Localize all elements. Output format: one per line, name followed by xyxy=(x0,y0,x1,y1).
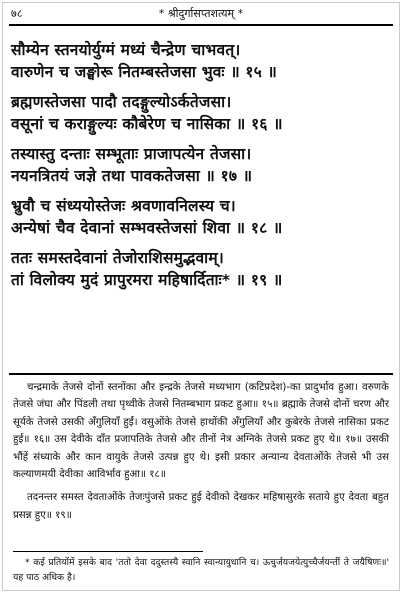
book-page xyxy=(2,2,400,591)
verse-line: सौम्येन स्तनयोर्युग्मं मध्यं चैन्द्रेण चाभवत्। xyxy=(11,41,241,59)
verse-line: वारुणेन च जङ्घोरू नितम्बस्तेजसा भुवः ॥ १५ ॥ xyxy=(11,63,278,81)
verse-line: अन्येषां चैव देवानां सम्भवस्तेजसां शिवा ॥ १८ ॥ xyxy=(11,219,283,237)
verse-15 xyxy=(11,39,395,83)
footnote: * कई प्रतियोंमें इसके बाद 'ततो देवा ददुस्तस्यै स्वानि स्वान्यायुधानि च। ऊचुर्जयजयेत्युच्चैर्जयन्तीं ते जयैषिणः॥' यह पाठ अधिक है। xyxy=(13,557,389,583)
verse-18 xyxy=(11,195,395,239)
sanskrit-verses xyxy=(11,39,395,299)
verse-19 xyxy=(11,247,395,291)
page-number: ७८ xyxy=(11,7,23,20)
translation-paragraph: तदनन्तर समस्त देवताओंके तेजःपुंजसे प्रकट हुई देवीको देखकर महिषासुरके सताये हुए देवता बहुत प्रसन्न हुए॥ १९॥ xyxy=(13,492,389,521)
header-rule xyxy=(9,24,393,26)
verse-line: भ्रुवौ च संध्ययोस्तेजः श्रवणावनिलस्य च। xyxy=(11,197,236,215)
verse-line: तस्यास्तु दन्ताः सम्भूताः प्राजापत्येन तेजसा। xyxy=(11,145,252,163)
verse-17 xyxy=(11,143,395,187)
verse-line: ततः समस्तदेवानां तेजोराशिसमुद्भवाम्। xyxy=(11,249,224,267)
verse-line: नयनत्रितयं जज्ञे तथा पावकतेजसा ॥ १७ ॥ xyxy=(11,167,253,185)
verse-line: तां विलोक्य मुदं प्रापुरमरा महिषार्दिताः* ॥ १९ ॥ xyxy=(11,271,283,289)
verse-line: ब्रह्मणस्तेजसा पादौ तदङ्गुल्योऽर्कतेजसा। xyxy=(11,93,232,111)
translation-paragraph: चन्द्रमाके तेजसे दोनों स्तनोंका और इन्द्रके तेजसे मध्यभाग (कटिप्रदेश)-का प्रादुर्भाव हुआ। वरुणके तेजसे जंघा और पिंडली तथा पृथ्वीके तेजसे नितम्बभाग प्रकट हुआ॥ १५॥ ब्रह्माके तेजसे दोनों चरण और सूर्यके तेजसे उसकी अँगुलियाँ हुईं। वसुओंके तेजसे हाथोंकी अँगुलियाँ और कुबेरके तेजसे नासिका प्रकट हुई॥ १६॥ उस देवीके दाँत प्रजापतिके तेजसे और तीनों नेत्र अग्निके तेजसे प्रकट हुए थे॥ १७॥ उसकी भौंहें संध्याके और कान वायुके तेजसे उत्पन्न हुए थे। इसी प्रकार अन्यान्य देवताओंके तेजसे भी उस कल्याणमयी देवीका आविर्भाव हुआ॥ १८॥ xyxy=(13,382,389,481)
page-header xyxy=(11,6,391,22)
verse-line: वसूनां च कराङ्गुल्यः कौबेरेण च नासिका ॥ १६ ॥ xyxy=(11,115,283,133)
hindi-translation xyxy=(13,379,389,526)
section-rule xyxy=(9,373,393,375)
running-title: * श्रीदुर्गासप्तशत्यम् * xyxy=(158,7,244,20)
footnote-rule xyxy=(13,551,203,552)
verse-16 xyxy=(11,91,395,135)
